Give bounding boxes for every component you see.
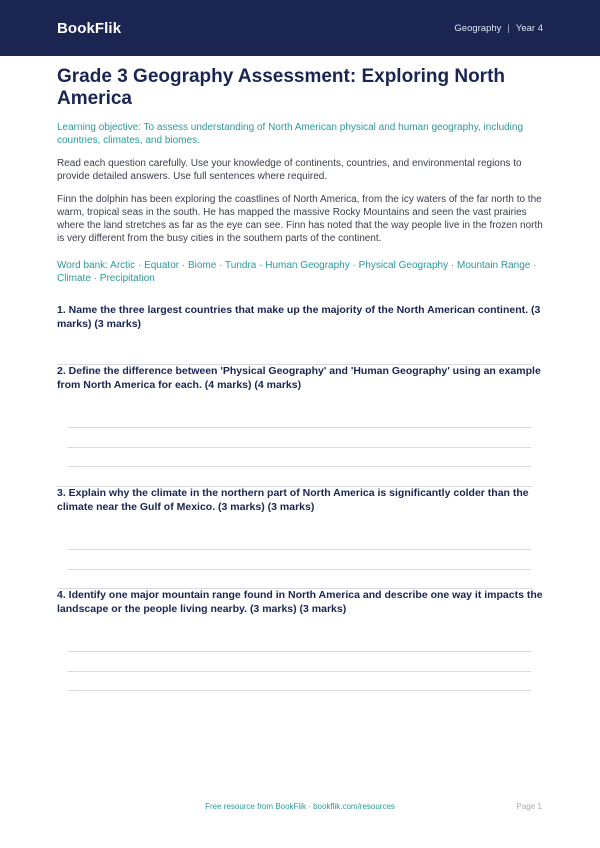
- year-label: Year 4: [515, 22, 543, 34]
- instructions-text: Read each question carefully. Use your knowledge of continents, countries, and environmental regions to provide detailed answers. Use full sentences where required.: [57, 158, 522, 182]
- brand-logo[interactable]: BookFlik: [57, 19, 122, 37]
- question-4: 4. Identify one major mountain range found in North America and describe one way it impacts the landscape or the people living nearby. (3 marks) (3 marks): [57, 589, 543, 615]
- word-bank: Word bank: Arctic · Equator · Biome · Tundra · Human Geography · Physical Geography · Mountain Range · Climate · Precipitation: [57, 260, 537, 284]
- question-3: 3. Explain why the climate in the northern part of North America is significantly colder than the climate near the Gulf of Mexico. (3 marks) (3 marks): [57, 487, 529, 513]
- answer-line[interactable]: [67, 690, 531, 691]
- answer-line[interactable]: [67, 671, 531, 672]
- answer-line[interactable]: [67, 651, 531, 652]
- header-separator: |: [507, 22, 510, 34]
- answer-line[interactable]: [67, 549, 531, 550]
- footer-resource-link[interactable]: Free resource from BookFlik · bookflik.com/resources: [205, 802, 395, 811]
- page-title: Grade 3 Geography Assessment: Exploring North America: [57, 66, 506, 109]
- page-header: [0, 0, 600, 56]
- answer-line[interactable]: [67, 427, 531, 428]
- question-1: 1. Name the three largest countries that make up the majority of the North American continent. (3 marks) (3 marks): [57, 304, 541, 330]
- answer-line[interactable]: [67, 466, 531, 467]
- story-text: Finn the dolphin has been exploring the coastlines of North America, from the icy waters of the far north to the warm, tropical seas in the south. He has mapped the massive Rocky Mountains and seen the vast prairies where the land stretches as far as the eye can see. Finn has noted that the way people live in the frozen north is very different from the busy cities in the southern parts of the continent.: [57, 194, 543, 244]
- learning-objective: Learning objective: To assess understanding of North American physical and human geography, including countries, climates, and biomes.: [57, 122, 524, 146]
- question-2: 2. Define the difference between 'Physical Geography' and 'Human Geography' using an example from North America for each. (4 marks) (4 marks): [57, 365, 541, 391]
- header-meta: [454, 23, 543, 34]
- answer-line[interactable]: [67, 569, 531, 570]
- subject-label: Geography: [454, 22, 502, 34]
- answer-line[interactable]: [67, 447, 531, 448]
- page-number: Page 1: [516, 802, 542, 811]
